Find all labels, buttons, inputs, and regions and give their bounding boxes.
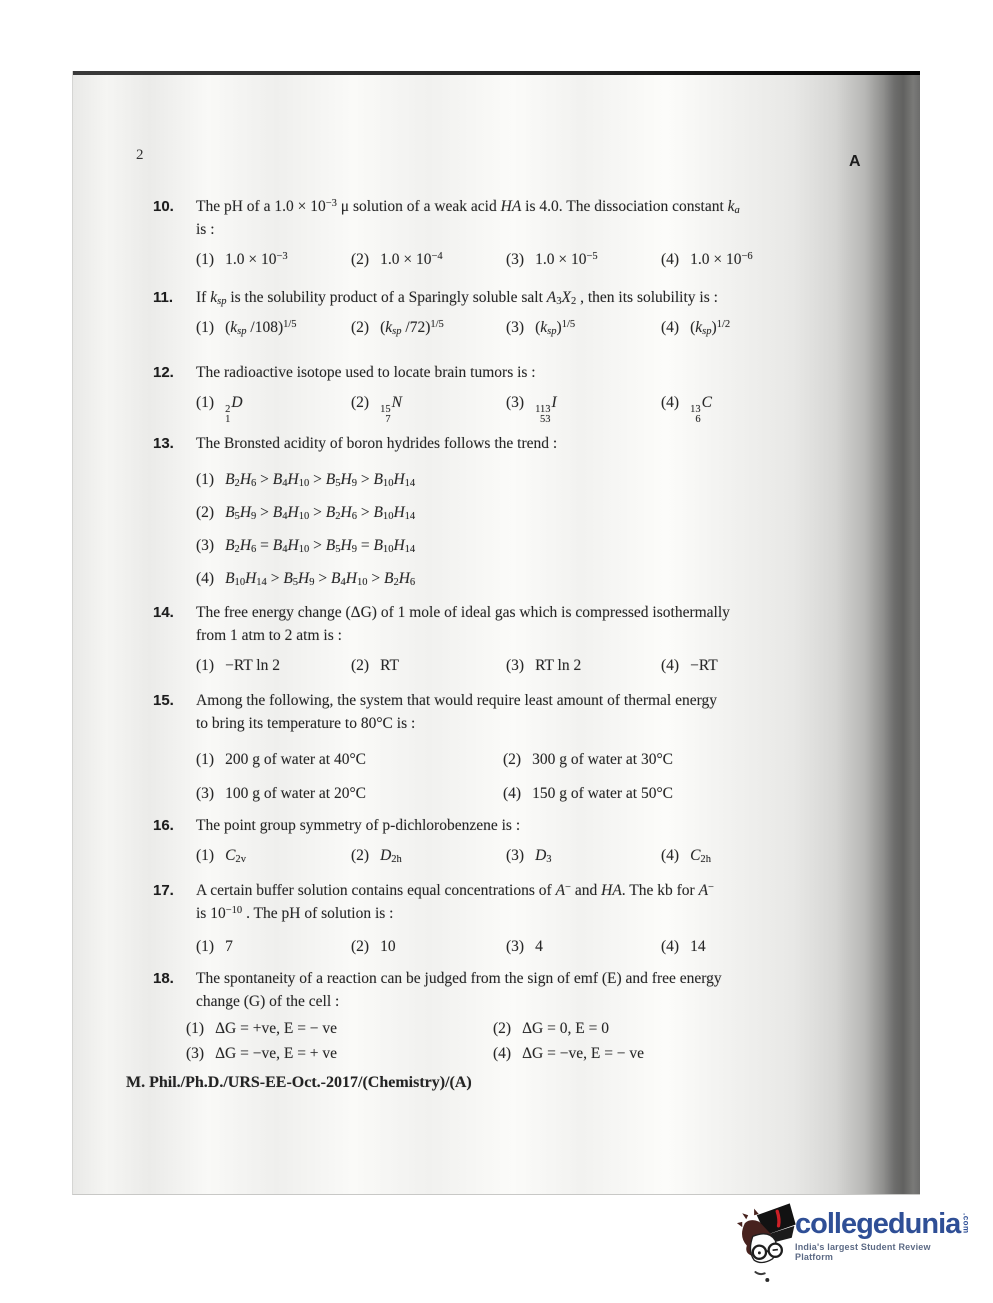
question-number: 17.	[153, 882, 174, 899]
option-1: (1) ($k_{sp}$ /108)$^{1/5}$	[196, 319, 297, 338]
brand-tagline: India's largest Student Review Platform	[795, 1242, 931, 1262]
options-row	[196, 316, 920, 339]
question-11	[73, 286, 920, 339]
option-3: (3) 100 g of water at 20°C	[196, 785, 367, 802]
question-number: 15.	[153, 692, 174, 709]
option-1: (1) 2 1 D	[196, 394, 243, 425]
option-1: (1) 7	[196, 938, 233, 955]
option-2: (2) 15 7 N	[351, 394, 402, 425]
question-text: If $k_{sp}$ is the solubility product of a Sparingly soluble salt $A_3X_2$ , then its solubility is :	[196, 289, 718, 308]
option-1: (1) −RT ln 2	[196, 657, 280, 674]
option-4: (4) 13 6 C	[661, 394, 712, 425]
option-3: (3) RT ln 2	[506, 657, 582, 674]
collegedunia-logo[interactable]	[733, 1197, 971, 1289]
option-2: (2) $1.0 \times 10^{-4}$	[351, 251, 443, 268]
question-number: 13.	[153, 435, 174, 452]
option-3: (3) ΔG = −ve, E = + ve	[186, 1045, 338, 1062]
options-row	[196, 844, 920, 867]
option-1: (1) $1.0 \times 10^{-3}$	[196, 251, 288, 268]
question-text: The radioactive isotope used to locate brain tumors is :	[196, 364, 536, 381]
question-number: 14.	[153, 604, 174, 621]
option-3: (3) $B_2H_6 = B_4H_{10} > B_5H_9 = B_{10}H_{14}$	[196, 537, 416, 556]
question-number: 10.	[153, 198, 174, 215]
mascot-icon	[733, 1197, 799, 1285]
question-16	[73, 814, 920, 867]
option-3: (3) $(k_{sp})^{1/5}$	[506, 319, 576, 338]
option-3: (3) $1.0 \times 10^{-5}$	[506, 251, 598, 268]
option-4: (4) $(k_{sp})^{1/2}$	[661, 319, 731, 338]
question-17	[73, 879, 920, 958]
question-12	[73, 361, 920, 424]
options-row	[196, 248, 920, 271]
option-2: (2) $B_5H_9 > B_4H_{10} > B_2H_6 > B_{10}H_{14}$	[196, 504, 416, 523]
option-2: (2) ($k_{sp}$ /72)$^{1/5}$	[351, 319, 444, 338]
option-2: (2) 10	[351, 938, 396, 955]
question-13	[73, 432, 920, 595]
options-row	[196, 935, 920, 958]
question-number: 11.	[153, 289, 174, 306]
question-10	[73, 195, 920, 271]
option-4: (4) 14	[661, 938, 706, 955]
page-number: 2	[136, 147, 144, 163]
option-3: (3) 113 53 I	[506, 394, 557, 425]
option-4: (4) $B_{10}H_{14} > B_5H_9 > B_4H_{10} > B_2H_6$	[196, 570, 416, 589]
option-3: (3) $D_3$	[506, 847, 552, 866]
options-grid	[196, 748, 920, 816]
option-4: (4) $C_{2h}$	[661, 847, 711, 866]
question-text: The free energy change (ΔG) of 1 mole of ideal gas which is compressed isothermally from 1 atm to 2 atm is :	[196, 604, 730, 644]
brand-wordmark: collegedunia	[795, 1208, 961, 1240]
option-4: (4) 150 g of water at 50°C	[503, 785, 674, 802]
question-number: 16.	[153, 817, 174, 834]
option-1: (1) 200 g of water at 40°C	[196, 751, 367, 768]
question-text: The point group symmetry of p-dichlorobenzene is :	[196, 817, 521, 834]
option-4: (4) −RT	[661, 657, 718, 674]
option-3: (3) 4	[506, 938, 543, 955]
options-row	[196, 654, 920, 677]
question-text: A certain buffer solution contains equal concentrations of A− and HA. The kb for A− is $10^{-10}$ . The pH of solution is :	[196, 882, 714, 922]
question-text: Among the following, the system that would require least amount of thermal energy to bring its temperature to 80°C is :	[196, 692, 717, 732]
question-number: 18.	[153, 970, 174, 987]
question-18	[73, 967, 920, 1067]
question-number: 12.	[153, 364, 174, 381]
question-text: The Bronsted acidity of boron hydrides follows the trend :	[196, 435, 558, 452]
brand-tld: .com	[961, 1213, 971, 1234]
option-2: (2) 300 g of water at 30°C	[503, 751, 674, 768]
paper-sheet	[72, 71, 920, 1195]
question-text: The pH of a $1.0 \times 10^{-3}$ μ solution of a weak acid HA is 4.0. The dissociation constant $k_a$ is :	[196, 198, 740, 238]
exam-footer-code: M. Phil./Ph.D./URS-EE-Oct.-2017/(Chemistry)/(A)	[126, 1074, 472, 1091]
question-text: The spontaneity of a reaction can be judged from the sign of emf (E) and free energy change (G) of the cell :	[196, 970, 722, 1010]
option-2: (2) $D_{2h}$	[351, 847, 402, 866]
question-14	[73, 601, 920, 677]
options-list	[196, 463, 920, 595]
options-row	[196, 391, 920, 424]
option-1: (1) $C_{2v}$	[196, 847, 246, 866]
option-4: (4) ΔG = −ve, E = − ve	[493, 1045, 645, 1062]
option-1: (1) ΔG = +ve, E = − ve	[186, 1020, 338, 1037]
option-2: (2) RT	[351, 657, 399, 674]
question-15	[73, 689, 920, 816]
option-2: (2) ΔG = 0, E = 0	[493, 1020, 609, 1037]
set-letter: A	[849, 153, 861, 170]
option-1: (1) $B_2H_6 > B_4H_{10} > B_5H_9 > B_{10}H_{14}$	[196, 471, 416, 490]
option-4: (4) $1.0 \times 10^{-6}$	[661, 251, 753, 268]
options-grid	[186, 1017, 920, 1067]
